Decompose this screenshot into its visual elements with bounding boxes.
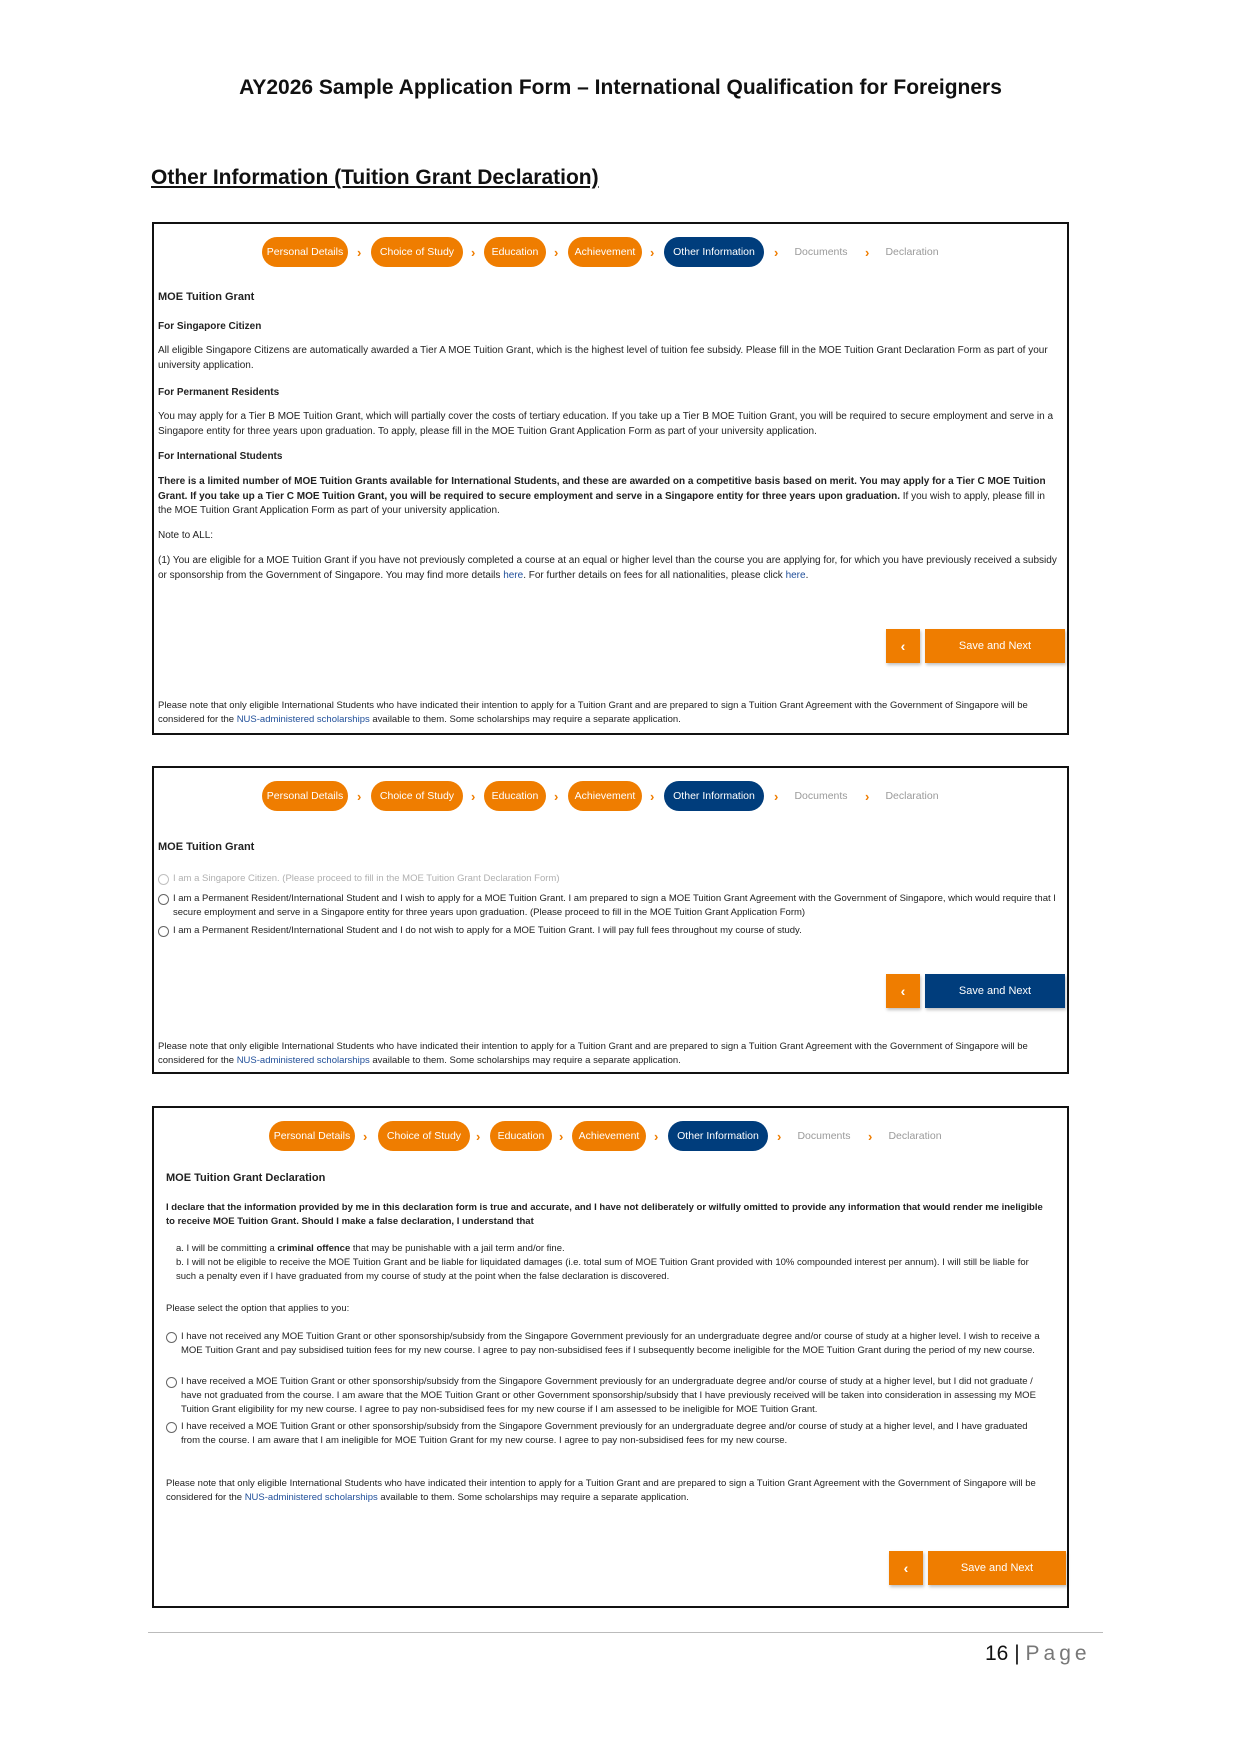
declaration-statement: I declare that the information provided by me in this declaration form is true and accurate, and I have not deliberately or wilfully omitted to provide any information that would render me ineligible to receive MOE Tuition Grant. Should I make a false declaration, I understand that bbox=[166, 1202, 1043, 1227]
fees-nationalities-link[interactable]: here bbox=[785, 569, 806, 581]
radio-button[interactable] bbox=[166, 1422, 177, 1433]
option-label: I have not received any MOE Tuition Grant or other sponsorship/subsidy from the Singapore Government previously for an undergraduate degree and/or course of study at a higher level. I wish to receive a MOE Tuition Grant and pay subsidised tuition fees for my new course. I agree to pay non-subsidised fees if I subsequently become ineligible for the MOE Tuition Grant during the period of my new course. bbox=[181, 1331, 1040, 1356]
consequence-text: that may be punishable with a jail term and/or fine. bbox=[350, 1243, 565, 1254]
chevron-right-icon: › bbox=[471, 789, 476, 804]
intl-text bbox=[158, 475, 1059, 519]
scholarship-note bbox=[158, 1040, 1059, 1068]
footer-divider bbox=[148, 1632, 1103, 1633]
chevron-right-icon: › bbox=[865, 245, 870, 260]
option-apply-tuition-grant[interactable] bbox=[158, 892, 1059, 920]
option-label: I am a Permanent Resident/International Student and I do not wish to apply for a MOE Tuition Grant. I will pay full fees throughout my course of study. bbox=[173, 925, 802, 936]
scholarship-note bbox=[166, 1477, 1047, 1505]
step-other-information[interactable]: Other Information bbox=[664, 781, 764, 811]
tuition-grant-choice-panel bbox=[152, 766, 1069, 1074]
step-education[interactable]: Education bbox=[490, 1121, 552, 1151]
chevron-right-icon: › bbox=[868, 1129, 873, 1144]
step-education[interactable]: Education bbox=[484, 781, 546, 811]
note-heading: Note to ALL: bbox=[158, 530, 214, 541]
option-label: I have received a MOE Tuition Grant or other sponsorship/subsidy from the Singapore Government previously for an undergraduate degree and/or course of study at a higher level, and I have graduated from the course. I am aware that I am ineligible for MOE Tuition Grant for my new course. I agree to pay non-subsidised fees for my new course. bbox=[181, 1421, 1028, 1446]
step-declaration: Declaration bbox=[885, 790, 939, 802]
scholarship-note-text: available to them. Some scholarships may require a separate application. bbox=[369, 1055, 681, 1066]
option-label: I am a Singapore Citizen. (Please proceed to fill in the MOE Tuition Grant Declaration Form) bbox=[173, 873, 560, 884]
nus-scholarships-link[interactable]: NUS-administered scholarships bbox=[236, 1055, 370, 1066]
back-button[interactable]: ‹ bbox=[889, 1551, 923, 1585]
consequence-a bbox=[176, 1242, 1047, 1256]
step-achievement[interactable]: Achievement bbox=[568, 237, 642, 267]
step-documents: Documents bbox=[794, 246, 848, 258]
step-declaration: Declaration bbox=[888, 1130, 942, 1142]
chevron-right-icon: › bbox=[471, 245, 476, 260]
chevron-right-icon: › bbox=[476, 1129, 481, 1144]
radio-button[interactable] bbox=[166, 1332, 177, 1343]
save-and-next-button[interactable]: Save and Next bbox=[925, 629, 1065, 663]
radio-button bbox=[158, 874, 169, 885]
panel-heading: MOE Tuition Grant Declaration bbox=[166, 1172, 326, 1184]
nus-scholarships-link[interactable]: NUS-administered scholarships bbox=[244, 1492, 378, 1503]
scholarship-note-text: Please note that only eligible International Students who have indicated their intention to apply for a Tuition Grant and are prepared to sign a Tuition Grant Agreement with the Government of Singapore will be considered for the bbox=[158, 1041, 1028, 1066]
step-achievement[interactable]: Achievement bbox=[572, 1121, 646, 1151]
pr-text: You may apply for a Tier B MOE Tuition Grant, which will partially cover the costs of tertiary education. If you take up a Tier B MOE Tuition Grant, you will be required to secure employment and serve in a Singapore entity for three years upon graduation. To apply, please fill in the MOE Tuition Grant Application Form as part of your university application. bbox=[158, 411, 1054, 437]
chevron-right-icon: › bbox=[554, 789, 559, 804]
chevron-right-icon: › bbox=[357, 245, 362, 260]
save-and-next-button[interactable]: Save and Next bbox=[925, 974, 1065, 1008]
step-documents: Documents bbox=[797, 1130, 851, 1142]
step-declaration: Declaration bbox=[885, 246, 939, 258]
nus-scholarships-link[interactable]: NUS-administered scholarships bbox=[236, 714, 370, 725]
option-label: I am a Permanent Resident/International Student and I wish to apply for a MOE Tuition Grant. I am prepared to sign a MOE Tuition Grant Agreement with the Government of Singapore, which would require that I secure employment and serve in a Singapore entity for three years upon graduation. (Please proceed to fill in the MOE Tuition Grant Application Form) bbox=[173, 893, 1056, 918]
step-other-information[interactable]: Other Information bbox=[664, 237, 764, 267]
sg-citizen-text: All eligible Singapore Citizens are automatically awarded a Tier A MOE Tuition Grant, which is the highest level of tuition fee subsidy. Please fill in the MOE Tuition Grant Declaration Form as part of your university application. bbox=[158, 345, 1048, 371]
step-other-information[interactable]: Other Information bbox=[668, 1121, 768, 1151]
chevron-right-icon: › bbox=[650, 789, 655, 804]
intl-heading: For International Students bbox=[158, 451, 283, 462]
note-text bbox=[158, 554, 1059, 583]
consequence-text: a. I will be committing a bbox=[176, 1243, 278, 1254]
step-documents: Documents bbox=[794, 790, 848, 802]
note-text-part: . bbox=[805, 569, 809, 581]
section-heading: Other Information (Tuition Grant Declaration) bbox=[151, 166, 599, 189]
page-number-separator: | bbox=[1014, 1642, 1020, 1665]
option-received-not-graduated[interactable] bbox=[166, 1375, 1047, 1417]
chevron-right-icon: › bbox=[865, 789, 870, 804]
note-text-part: . For further details on fees for all nationalities, please click bbox=[523, 569, 786, 581]
consequence-bold: criminal offence bbox=[277, 1243, 351, 1254]
chevron-right-icon: › bbox=[774, 789, 779, 804]
page-number-value: 16 bbox=[985, 1642, 1009, 1665]
consequence-b: b. I will not be eligible to receive the MOE Tuition Grant and be liable for liquidated damages (i.e. total sum of MOE Tuition Grant provided with 10% compounded interest per annum). I will still be liable for such a penalty even if I have graduated from my course of study at the point when the false declaration is discovered. bbox=[176, 1257, 1029, 1282]
scholarship-note-text: available to them. Some scholarships may require a separate application. bbox=[369, 714, 681, 725]
option-no-tuition-grant[interactable] bbox=[158, 924, 1059, 938]
step-choice-of-study[interactable]: Choice of Study bbox=[371, 781, 463, 811]
select-prompt: Please select the option that applies to you: bbox=[166, 1303, 350, 1314]
progress-stepper bbox=[154, 1121, 1067, 1153]
chevron-right-icon: › bbox=[777, 1129, 782, 1144]
step-choice-of-study[interactable]: Choice of Study bbox=[378, 1121, 470, 1151]
step-choice-of-study[interactable]: Choice of Study bbox=[371, 237, 463, 267]
progress-stepper bbox=[154, 781, 1067, 813]
chevron-right-icon: › bbox=[650, 245, 655, 260]
chevron-right-icon: › bbox=[774, 245, 779, 260]
tuition-grant-declaration-panel bbox=[152, 1106, 1069, 1608]
save-and-next-button[interactable]: Save and Next bbox=[928, 1551, 1066, 1585]
step-education[interactable]: Education bbox=[484, 237, 546, 267]
radio-button[interactable] bbox=[158, 894, 169, 905]
step-personal-details[interactable]: Personal Details bbox=[262, 781, 348, 811]
intl-text-rest: If you wish to apply, please fill in the MOE Tuition Grant Application Form as part of your university application. bbox=[158, 490, 1045, 516]
option-singapore-citizen bbox=[158, 872, 1059, 886]
radio-button[interactable] bbox=[166, 1377, 177, 1388]
radio-button[interactable] bbox=[158, 926, 169, 937]
chevron-right-icon: › bbox=[654, 1129, 659, 1144]
pr-heading: For Permanent Residents bbox=[158, 387, 280, 398]
chevron-right-icon: › bbox=[357, 789, 362, 804]
chevron-right-icon: › bbox=[559, 1129, 564, 1144]
intl-text-bold: There is a limited number of MOE Tuition Grants available for International Students, and these are awarded on a competitive basis based on merit. You may apply for a Tier C MOE Tuition Grant. If you take up a Tier C MOE Tuition Grant, you will be required to secure employment and serve in a Singapore entity for three years upon graduation. bbox=[158, 476, 1046, 502]
panel-heading: MOE Tuition Grant bbox=[158, 291, 255, 303]
page-number bbox=[985, 1642, 1091, 1666]
note-text-part: (1) You are eligible for a MOE Tuition Grant if you have not previously completed a course at an equal or higher level than the course you are applying for, for which you have previously received a subsidy or sponsorship from the Government of Singapore. You may find more details bbox=[158, 555, 1057, 581]
scholarship-note-text: available to them. Some scholarships may require a separate application. bbox=[377, 1492, 689, 1503]
panel-heading: MOE Tuition Grant bbox=[158, 841, 255, 853]
step-personal-details[interactable]: Personal Details bbox=[262, 237, 348, 267]
document-title: AY2026 Sample Application Form – International Qualification for Foreigners bbox=[239, 76, 1002, 99]
option-not-received-grant[interactable] bbox=[166, 1330, 1047, 1358]
scholarship-note-text: Please note that only eligible International Students who have indicated their intention to apply for a Tuition Grant and are prepared to sign a Tuition Grant Agreement with the Government of Singapore will be considered for the bbox=[166, 1478, 1036, 1503]
tuition-grant-info-panel bbox=[152, 222, 1069, 735]
scholarship-note bbox=[158, 699, 1059, 727]
step-achievement[interactable]: Achievement bbox=[568, 781, 642, 811]
chevron-right-icon: › bbox=[363, 1129, 368, 1144]
scholarship-note-text: Please note that only eligible International Students who have indicated their intention to apply for a Tuition Grant and are prepared to sign a Tuition Grant Agreement with the Government of Singapore will be considered for the bbox=[158, 700, 1028, 725]
back-button[interactable]: ‹ bbox=[886, 974, 920, 1008]
chevron-right-icon: › bbox=[554, 245, 559, 260]
option-received-graduated[interactable] bbox=[166, 1420, 1047, 1448]
fees-details-link[interactable]: here bbox=[503, 569, 524, 581]
step-personal-details[interactable]: Personal Details bbox=[269, 1121, 355, 1151]
progress-stepper bbox=[154, 237, 1067, 269]
back-button[interactable]: ‹ bbox=[886, 629, 920, 663]
page-word: Page bbox=[1025, 1642, 1091, 1665]
sg-citizen-heading: For Singapore Citizen bbox=[158, 321, 262, 332]
option-label: I have received a MOE Tuition Grant or other sponsorship/subsidy from the Singapore Government previously for an undergraduate degree and/or course of study at a higher level, but I did not graduate / have not graduated from the course. I am aware that the MOE Tuition Grant or other Government sponsorship/subsidy that I have previously received will be taken into consideration in assessing my MOE Tuition Grant eligibility for my new course. I agree to pay non-subsidised fees for my new course if I am assessed to be ineligible for MOE Tuition Grant. bbox=[181, 1376, 1036, 1415]
